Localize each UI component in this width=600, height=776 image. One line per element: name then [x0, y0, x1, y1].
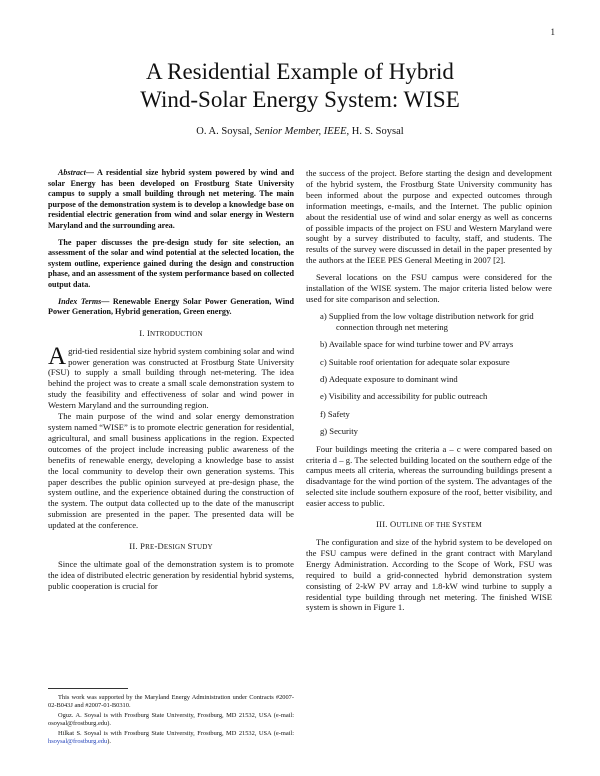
- section-heading-part: I: [146, 327, 151, 338]
- section-heading-part: TUDY: [192, 543, 213, 552]
- right-column: [306, 168, 552, 613]
- footnotes: [48, 694, 294, 748]
- section-number: I.: [139, 327, 147, 338]
- site-selection-paragraph: Several locations on the FSU campus were considered for the installation of the WISE system. The major criteria listed below were used for site comparison and selection.: [306, 272, 552, 304]
- section-heading-part: YSTEM: [457, 521, 482, 530]
- section-heading-part: S: [187, 541, 193, 552]
- outline-paragraph-1: The configuration and size of the hybrid system to be developed on the FSU campus were defined in the grant contract with Maryland Energy Administration. According to the Scope of Work, FSU was required to build a grid-connected hybrid demonstration system consisting of 2-kW PV array and 1.8-kW wind turbine to supply a residential type building through net metering. The finished WISE system is shown in Figure 1.: [306, 536, 552, 613]
- author-second: , H. S. Soysal: [346, 126, 404, 137]
- criteria-item: b) Available space for wind turbine tower and PV arrays: [320, 339, 514, 350]
- section-heading-part: ESIGN: [163, 543, 188, 552]
- criteria-item: c) Suitable roof orientation for adequate solar exposure: [320, 356, 510, 367]
- section-heading-part: RE: [145, 543, 155, 552]
- section-number: III.: [376, 519, 390, 530]
- abstract-text: — A residential size hybrid system powered by wind and solar Energy has been developed on Frostburg State University campus to supply a small building through net metering. The main purpose of the demonstration system is to develop a knowledge base on residential electric generation from wind and solar energy in Western Maryland and the surrounding area.: [48, 168, 294, 230]
- footnote-author-2-end: ).: [107, 738, 111, 746]
- criteria-list: [306, 311, 552, 437]
- section-heading-part: S: [452, 519, 458, 530]
- index-terms-label: Index Terms: [58, 296, 102, 306]
- left-column: [48, 168, 294, 592]
- criteria-item: a) Supplied from the low voltage distribution network for grid connection through net metering: [320, 310, 534, 332]
- footnote-author-2-text: Hilkat S. Soysal is with Frostburg State University, Frostburg, MD 21532, USA (e-mail:: [58, 730, 294, 737]
- author-first: O. A. Soysal,: [196, 126, 255, 137]
- section-heading-part: NTRODUCTION: [150, 329, 203, 338]
- intro-paragraph-1-text: grid-tied residential size hybrid system combining solar and wind power generation was constructed at Frostburg State University (FSU) to supply a small building through net-metering. The idea behind the project was to create a small scale demonstration system to study the feasibility and effectiveness of solar and wind power in Western Maryland and the surrounding region.: [48, 345, 294, 411]
- site-comparison-paragraph: Four buildings meeting the criteria a – c were compared based on criteria d – g. The selected building located on the southern edge of the campus meets all criteria, whereas the surrounding buildings present a disadvantage for the wind portion of the system. The advantages of the selected site include southern exposure of the roof, better visibility, and easier access to public.: [306, 443, 552, 509]
- section-heading-part: O: [390, 519, 397, 530]
- intro-paragraph-1: [48, 342, 294, 411]
- title-line-1: A Residential Example of Hybrid: [146, 59, 454, 84]
- index-terms-text: — Renewable Energy Solar Power Generation, Wind Power Generation, Hybrid generation, Green energy.: [48, 296, 294, 317]
- drop-cap: A: [48, 342, 67, 370]
- author-line: [0, 126, 600, 137]
- criteria-item: d) Adequate exposure to dominant wind: [320, 374, 458, 384]
- index-terms: [48, 297, 294, 318]
- abstract: [48, 168, 294, 232]
- section-heading-pre-design: [48, 541, 294, 553]
- section-heading-outline: [306, 519, 552, 531]
- email-link[interactable]: hsoysal@frostburg.edu: [48, 738, 108, 746]
- section-heading-part: -D: [154, 541, 164, 552]
- criteria-item: f) Safety: [320, 408, 350, 419]
- footnote-funding: This work was supported by the Maryland Energy Administration under Contracts #2007-02-B043J and #2007-01-B0310.: [48, 694, 294, 710]
- author-role: Senior Member, IEEE: [254, 126, 347, 137]
- abstract-paragraph-2: The paper discusses the pre-design study for site selection, an assessment of the solar and wind potential at the selected location, the system outline, experience gained during the design and construction phase, and an assessment of the system performance based on collected output data.: [48, 237, 294, 289]
- pre-design-paragraph-continued: the success of the project. Before starting the design and development of the hybrid system, the Frostburg State University community has been informed about the purpose and expected outcomes through information meetings, e-mails, and the Internet. The public opinion about the residential use of wind and solar energy as well as concerns of possible impacts of the project on FSU and Western Maryland were sought by a survey distributed to faculty, staff, and students. The results of the survey were discussed in detail in the paper presented by the authors at the IEEE PES General Meeting in 2007 [2].: [306, 168, 552, 266]
- criteria-item: g) Security: [320, 426, 358, 437]
- page-number: 1: [550, 27, 555, 37]
- section-heading-part: UTLINE OF THE: [396, 521, 453, 530]
- section-heading-introduction: [48, 328, 294, 340]
- section-number: II.: [129, 541, 141, 552]
- section-heading-part: P: [140, 541, 146, 552]
- footnote-rule: [48, 688, 128, 689]
- title-line-2: Wind-Solar Energy System: WISE: [140, 87, 460, 112]
- criteria-item: e) Visibility and accessibility for public outreach: [320, 391, 488, 402]
- footnote-author-2: [48, 730, 294, 746]
- abstract-label: Abstract: [58, 168, 86, 177]
- intro-paragraph-2: The main purpose of the wind and solar energy demonstration system named “WISE” is to promote electric generation for residential, agricultural, and small business applications in the region. Expected outcomes of the project include increasing public awareness of the benefits of renewable energy, developing a knowledge base to assist the local community to develop their own generation systems. This paper describes the public opinion surveyed at pre-design phase, the system outline, and the experience obtained during the construction of the system. The output data collected up to the date of the manuscript submission are presented in the paper. The presented data will be updated at the conference.: [48, 411, 294, 531]
- pre-design-paragraph-1: Since the ultimate goal of the demonstration system is to promote the idea of distributed electric generation by residential hybrid systems, public cooperation is crucial for: [48, 558, 294, 591]
- footnote-author-1: Oguz. A. Soysal is with Frostburg State University, Frostburg, MD 21532, USA (e-mail: osoysal@frostburg.edu).: [48, 712, 294, 728]
- paper-title: [0, 58, 600, 114]
